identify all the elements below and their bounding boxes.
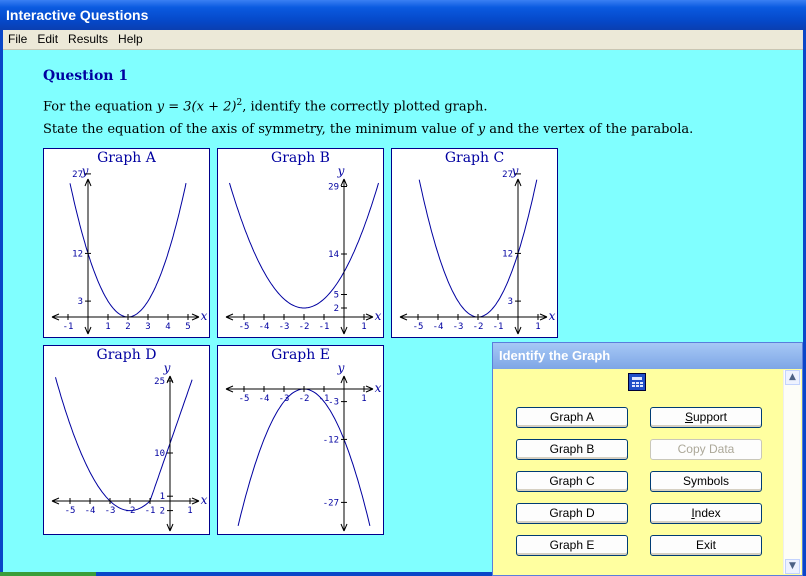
y-tick-label: 5: [333, 290, 339, 301]
parabola-curve: [70, 183, 186, 317]
question-line-1: [43, 98, 487, 114]
y-tick-label: 3: [507, 297, 513, 308]
graph-a-panel: [43, 148, 210, 338]
x-axis-label: x: [374, 309, 382, 323]
x-tick-label: 1: [361, 322, 367, 332]
y-tick-label: 27: [72, 169, 83, 180]
question-line-2: [43, 122, 693, 137]
index-button[interactable]: Index: [650, 503, 762, 524]
y-tick-label: -12: [322, 435, 339, 446]
y-tick-label: 29: [328, 182, 339, 193]
question-text: and the vertex of the parabola.: [485, 122, 694, 137]
x-tick-label: 1: [187, 506, 193, 516]
y-tick-label: 14: [328, 250, 339, 260]
question-text: State the equation of the axis of symmetry, the minimum value of: [43, 122, 478, 137]
menu-edit[interactable]: Edit: [37, 32, 59, 46]
x-tick-label: -5: [64, 506, 76, 516]
graph-a-button[interactable]: Graph A: [516, 407, 628, 428]
x-tick-label: -2: [124, 506, 136, 516]
graph-e-plot: [218, 346, 383, 534]
parabola-curve: [238, 389, 370, 526]
x-tick-label: -3: [278, 322, 290, 332]
x-tick-label: -1: [492, 322, 504, 332]
graph-b-button[interactable]: Graph B: [516, 439, 628, 460]
x-tick-label: -4: [84, 506, 96, 516]
x-tick-label: -1: [62, 322, 74, 332]
graph-title: Graph E: [271, 347, 330, 363]
y-tick-label: 25: [154, 377, 165, 387]
graph-title: Graph D: [96, 347, 157, 363]
parabola-curve: [419, 180, 537, 317]
x-tick-label: 1: [535, 322, 541, 332]
y-tick-label: 2: [159, 506, 165, 517]
y-tick-label: 3: [77, 297, 83, 308]
x-tick-label: -5: [238, 394, 250, 404]
x-tick-label: -4: [258, 322, 270, 332]
graph-e-button[interactable]: Graph E: [516, 535, 628, 556]
menu-file[interactable]: File: [8, 32, 28, 46]
x-tick-label: -2: [472, 322, 484, 332]
x-tick-label: -2: [298, 394, 310, 404]
x-tick-label: -2: [298, 322, 310, 332]
graph-c-panel: [391, 148, 558, 338]
equation: y = 3(x + 2): [156, 99, 237, 115]
x-axis-label: x: [374, 381, 382, 395]
x-axis-label: x: [200, 493, 208, 507]
y-axis-label: y: [511, 164, 519, 178]
scroll-down-icon[interactable]: ▼: [785, 559, 800, 574]
graph-title: Graph B: [271, 150, 330, 166]
question-heading: Question 1: [43, 68, 129, 84]
x-tick-label: -3: [278, 394, 290, 404]
question-text: , identify the correctly plotted graph.: [242, 99, 488, 115]
graph-b-plot: [218, 149, 383, 337]
x-tick-label: 3: [145, 322, 151, 332]
x-tick-label: 1: [105, 322, 111, 332]
y-tick-label: 10: [154, 449, 165, 459]
y-tick-label: 1: [159, 492, 165, 503]
x-tick-label: 5: [185, 322, 191, 332]
x-tick-label: -1: [144, 506, 156, 516]
x-tick-label: 1: [361, 394, 367, 404]
x-tick-label: 4: [165, 322, 171, 332]
x-tick-label: -5: [238, 322, 250, 332]
window-title-bar: [0, 0, 806, 30]
identify-graph-dialog: [492, 342, 803, 576]
x-tick-label: -4: [432, 322, 444, 332]
x-tick-label: -3: [104, 506, 116, 516]
x-tick-label: -3: [452, 322, 464, 332]
exit-button[interactable]: Exit: [650, 535, 762, 556]
menu-results[interactable]: Results: [68, 32, 109, 46]
graph-a-plot: [44, 149, 209, 337]
graph-d-button[interactable]: Graph D: [516, 503, 628, 524]
symbols-button[interactable]: Symbols: [650, 471, 762, 492]
copy-data-button: Copy Data: [650, 439, 762, 460]
calculator-icon[interactable]: [628, 373, 646, 391]
y-tick-label: 27: [502, 169, 513, 180]
y-axis-label: y: [337, 361, 345, 375]
y-axis-label: y: [81, 164, 89, 178]
x-tick-label: -5: [412, 322, 424, 332]
y-tick-label: 12: [502, 249, 513, 260]
x-tick-label: -1: [318, 394, 330, 404]
graph-c-button[interactable]: Graph C: [516, 471, 628, 492]
y-axis-label: y: [337, 164, 345, 178]
x-tick-label: 2: [125, 322, 131, 332]
dialog-scrollbar[interactable]: [783, 370, 801, 574]
scroll-up-icon[interactable]: ▲: [785, 370, 800, 385]
graph-d-panel: [43, 345, 210, 535]
x-axis-label: x: [200, 309, 208, 323]
x-tick-label: -1: [318, 322, 330, 332]
equation-exponent: 2: [236, 98, 243, 108]
x-axis-label: x: [548, 309, 556, 323]
menu-bar: [3, 30, 803, 50]
graph-title: Graph C: [444, 150, 505, 166]
variable-y: y: [477, 122, 486, 137]
y-axis-label: y: [163, 361, 171, 375]
x-tick-label: -4: [258, 394, 270, 404]
parabola-curve: [56, 377, 193, 510]
graph-b-panel: [217, 148, 384, 338]
taskbar-edge: [0, 572, 96, 576]
y-tick-label: -3: [328, 397, 339, 408]
graph-c-plot: [392, 149, 557, 337]
graph-d-plot: [44, 346, 209, 534]
parabola-curve: [230, 183, 379, 308]
window-title: Interactive Questions: [6, 7, 149, 23]
graph-e-panel: [217, 345, 384, 535]
y-tick-label: 2: [333, 304, 339, 314]
y-tick-label: -27: [322, 498, 339, 509]
dialog-title: Identify the Graph: [493, 343, 802, 369]
y-tick-label: 12: [72, 249, 83, 260]
question-text: For the equation: [43, 99, 157, 115]
menu-help[interactable]: Help: [118, 32, 143, 46]
support-button[interactable]: Support: [650, 407, 762, 428]
graph-title: Graph A: [97, 150, 156, 166]
